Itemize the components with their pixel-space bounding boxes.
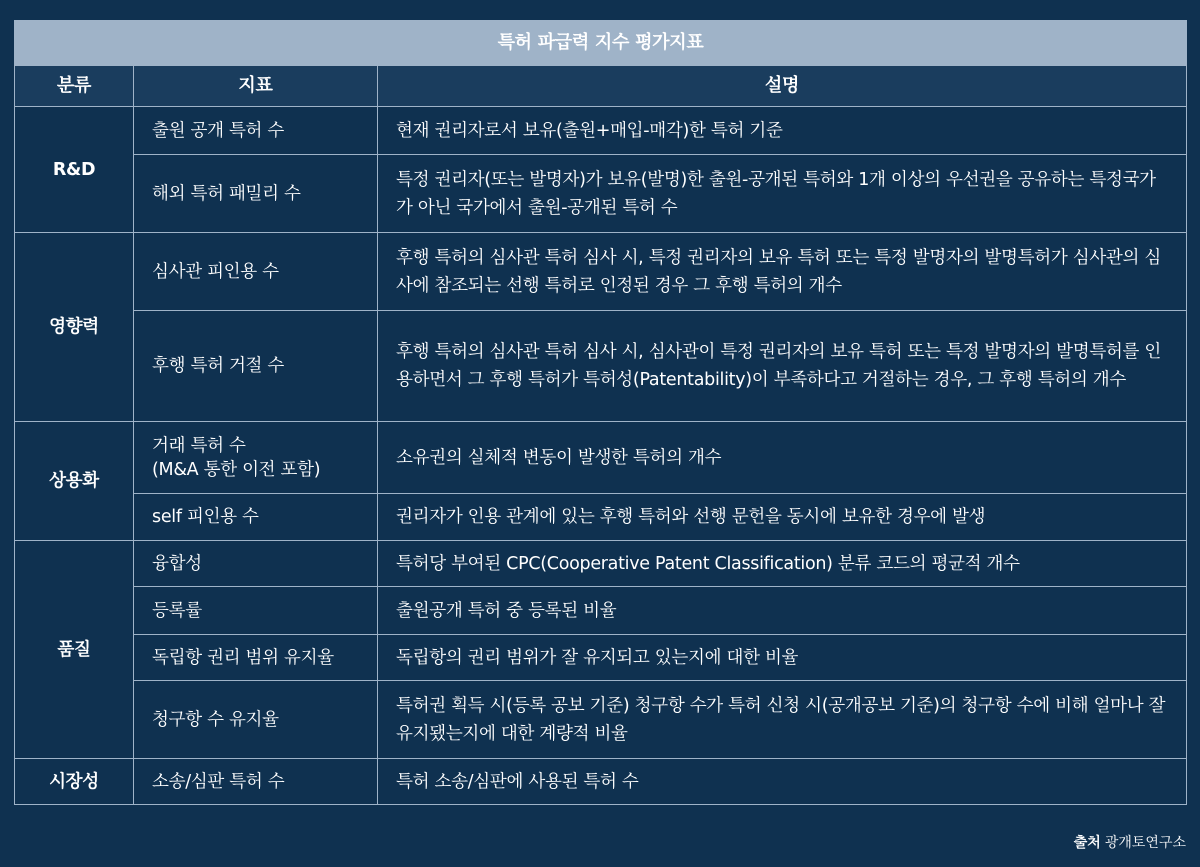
indicator-cell: 융합성 [134, 541, 378, 587]
table-row [15, 759, 1187, 805]
source-value: 광개토연구소 [1104, 835, 1186, 851]
description-cell: 독립항의 권리 범위가 잘 유지되고 있는지에 대한 비율 [378, 635, 1187, 681]
indicator-cell: 후행 특허 거절 수 [134, 311, 378, 422]
description-cell: 특허권 획득 시(등록 공보 기준) 청구항 수가 특허 신청 시(공개공보 기준)의 청구항 수에 비해 얼마나 잘 유지됐는지에 대한 계량적 비율 [378, 681, 1187, 759]
indicator-cell: 독립항 권리 범위 유지율 [134, 635, 378, 681]
category-quality: 품질 [15, 541, 134, 759]
indicator-cell: 청구항 수 유지율 [134, 681, 378, 759]
description-cell: 후행 특허의 심사관 특허 심사 시, 심사관이 특정 권리자의 보유 특허 또는 특정 발명자의 발명특허를 인용하면서 그 후행 특허가 특허성(Patentability)이 부족하다고 거절하는 경우, 그 후행 특허의 개수 [378, 311, 1187, 422]
table-row [15, 681, 1187, 759]
description-cell: 특허 소송/심판에 사용된 특허 수 [378, 759, 1187, 805]
source-note [1074, 832, 1186, 852]
description-cell: 후행 특허의 심사관 특허 심사 시, 특정 권리자의 보유 특허 또는 특정 발명자의 발명특허가 심사관의 심사에 참조되는 선행 특허로 인정된 경우 그 후행 특허의 개수 [378, 233, 1187, 311]
table-row [15, 635, 1187, 681]
patent-index-table [14, 20, 1187, 805]
indicator-cell: 출원 공개 특허 수 [134, 107, 378, 155]
indicator-cell: 등록률 [134, 587, 378, 635]
category-marketability: 시장성 [15, 759, 134, 805]
table-row [15, 107, 1187, 155]
table-row [15, 541, 1187, 587]
indicator-cell: self 피인용 수 [134, 494, 378, 541]
table-row [15, 494, 1187, 541]
table-title: 특허 파급력 지수 평가지표 [15, 21, 1187, 66]
header-category: 분류 [15, 66, 134, 107]
table-row [15, 233, 1187, 311]
indicator-cell: 거래 특허 수 (M&A 통한 이전 포함) [134, 422, 378, 494]
patent-index-table-container [14, 20, 1186, 805]
source-label: 출처 [1073, 835, 1101, 851]
indicator-cell: 소송/심판 특허 수 [134, 759, 378, 805]
table-row [15, 587, 1187, 635]
table-row [15, 311, 1187, 422]
description-cell: 특허당 부여된 CPC(Cooperative Patent Classification) 분류 코드의 평균적 개수 [378, 541, 1187, 587]
indicator-cell: 심사관 피인용 수 [134, 233, 378, 311]
description-cell: 현재 권리자로서 보유(출원+매입-매각)한 특허 기준 [378, 107, 1187, 155]
description-cell: 소유권의 실체적 변동이 발생한 특허의 개수 [378, 422, 1187, 494]
header-indicator: 지표 [134, 66, 378, 107]
description-cell: 출원공개 특허 중 등록된 비율 [378, 587, 1187, 635]
category-commercialization: 상용화 [15, 422, 134, 541]
header-description: 설명 [378, 66, 1187, 107]
indicator-cell: 해외 특허 패밀리 수 [134, 155, 378, 233]
category-rnd: R&D [15, 107, 134, 233]
table-row [15, 422, 1187, 494]
table-row [15, 155, 1187, 233]
category-impact: 영향력 [15, 233, 134, 422]
description-cell: 특정 권리자(또는 발명자)가 보유(발명)한 출원-공개된 특허와 1개 이상의 우선권을 공유하는 특정국가가 아닌 국가에서 출원-공개된 특허 수 [378, 155, 1187, 233]
description-cell: 권리자가 인용 관계에 있는 후행 특허와 선행 문헌을 동시에 보유한 경우에 발생 [378, 494, 1187, 541]
